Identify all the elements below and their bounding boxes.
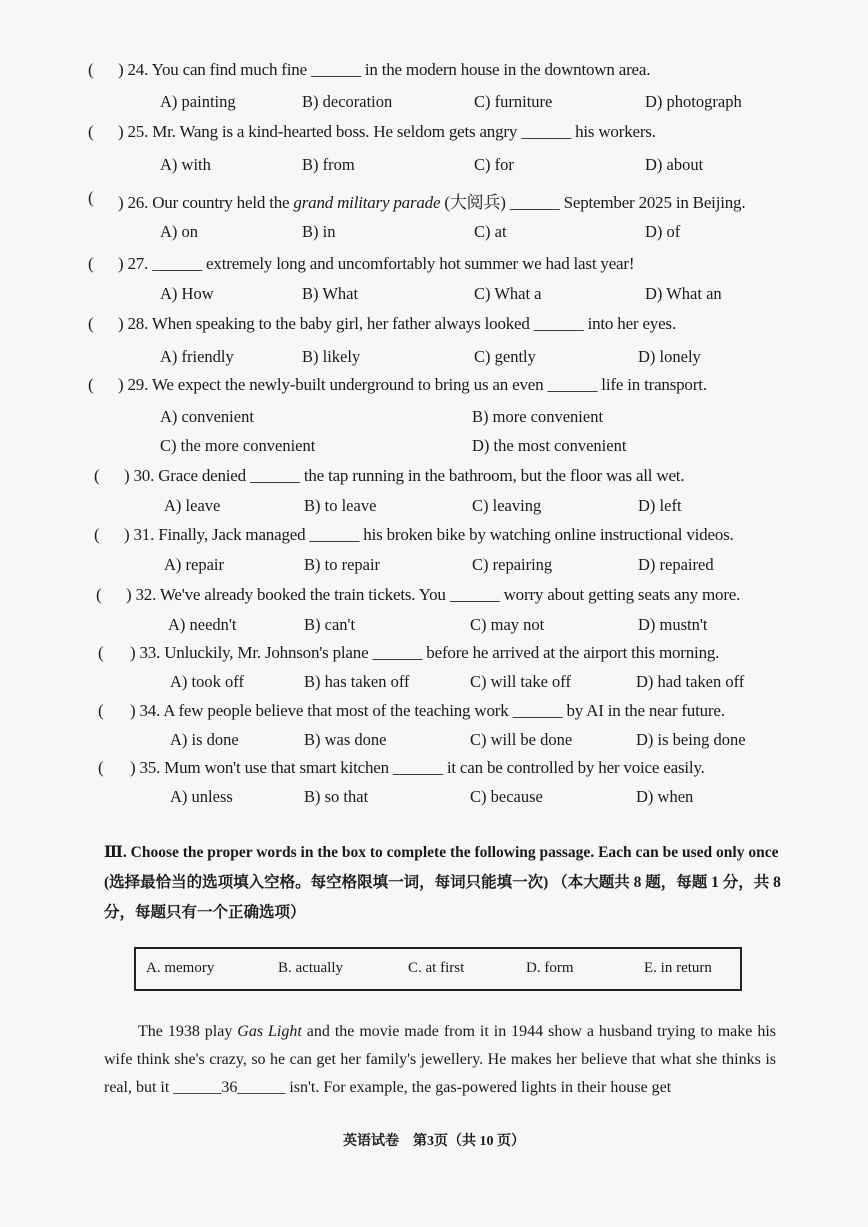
option-d[interactable]: D) about (645, 155, 704, 174)
question-stem: ) 29. We expect the newly-built underground to bring us an even ______ life in transport. (118, 375, 707, 394)
option-a[interactable]: A) unless (170, 787, 233, 806)
option-d[interactable]: D) mustn't (638, 615, 708, 634)
option-c[interactable]: C) may not (470, 615, 545, 634)
option-c[interactable]: C) What a (474, 284, 542, 303)
answer-paren[interactable]: ( (88, 122, 94, 141)
option-a[interactable]: A) repair (164, 555, 225, 574)
option-d[interactable]: D) is being done (636, 730, 746, 749)
option-a[interactable]: A) on (160, 222, 199, 241)
option-a[interactable]: A) How (160, 284, 214, 303)
option-c[interactable]: C) gently (474, 347, 536, 366)
answer-paren[interactable]: ( (88, 254, 94, 273)
option-c[interactable]: C) because (470, 787, 543, 806)
option-d[interactable]: D) the most convenient (472, 436, 627, 455)
answer-paren[interactable]: ( (94, 525, 100, 544)
option-c[interactable]: C) leaving (472, 496, 542, 515)
option-b[interactable]: B) likely (302, 347, 361, 366)
option-d[interactable]: D) had taken off (636, 672, 745, 691)
answer-paren[interactable]: ( (88, 314, 94, 333)
option-a[interactable]: A) friendly (160, 347, 234, 366)
word-option-d: D. form (526, 960, 574, 976)
answer-paren[interactable]: ( (98, 758, 104, 777)
option-b[interactable]: B) more convenient (472, 407, 604, 426)
option-d[interactable]: D) What an (645, 284, 722, 303)
word-box (134, 947, 742, 991)
option-b[interactable]: B) has taken off (304, 672, 410, 691)
stem-text: ) 26. Our country held the (118, 193, 294, 212)
option-b[interactable]: B) What (302, 284, 359, 303)
answer-paren[interactable]: ( (88, 60, 94, 79)
question-stem: ) 35. Mum won't use that smart kitchen ______ it can be controlled by her voice easily. (130, 758, 705, 777)
option-d[interactable]: D) left (638, 496, 682, 515)
option-c[interactable]: C) furniture (474, 92, 553, 111)
option-c[interactable]: C) repairing (472, 555, 553, 574)
word-option-a: A. memory (146, 960, 215, 976)
section-3-heading: Ⅲ. Choose the proper words in the box to complete the following passage. Each can be used only once (选择最恰当的选项填入空格。每空格限填一词，每词只能填一次) （本大题共 8 题，每题 1 分，共 8 分，每题只有一个正确选项） (104, 844, 781, 921)
option-a[interactable]: A) is done (170, 730, 239, 749)
option-a[interactable]: A) with (160, 155, 211, 174)
reading-passage (104, 1018, 776, 1102)
answer-paren[interactable]: ( (94, 466, 100, 485)
passage-italic-title: Gas Light (237, 1023, 302, 1040)
stem-text: (大阅兵) ______ September 2025 in Beijing. (440, 193, 746, 212)
option-d[interactable]: D) of (645, 222, 681, 241)
option-d[interactable]: D) when (636, 787, 694, 806)
question-stem: ) 28. When speaking to the baby girl, her father always looked ______ into her eyes. (118, 314, 676, 333)
option-b[interactable]: B) decoration (302, 92, 393, 111)
answer-paren[interactable]: ( (88, 188, 94, 207)
option-a[interactable]: A) painting (160, 92, 236, 111)
question-stem: ) 25. Mr. Wang is a kind-hearted boss. He seldom gets angry ______ his workers. (118, 122, 656, 141)
option-b[interactable]: B) in (302, 222, 336, 241)
option-c[interactable]: C) will take off (470, 672, 571, 691)
option-c[interactable]: C) the more convenient (160, 436, 316, 455)
word-option-b: B. actually (278, 960, 343, 976)
answer-paren[interactable]: ( (88, 375, 94, 394)
word-option-c: C. at first (408, 960, 465, 976)
question-stem: ) 32. We've already booked the train tickets. You ______ worry about getting seats any more. (126, 585, 741, 604)
option-b[interactable]: B) was done (304, 730, 387, 749)
option-a[interactable]: A) leave (164, 496, 221, 515)
question-stem: ) 31. Finally, Jack managed ______ his broken bike by watching online instructional videos. (124, 525, 734, 544)
question-stem: ) 24. You can find much fine ______ in the modern house in the downtown area. (118, 60, 651, 79)
answer-paren[interactable]: ( (96, 585, 102, 604)
option-d[interactable]: D) photograph (645, 92, 742, 111)
option-c[interactable]: C) for (474, 155, 514, 174)
option-b[interactable]: B) to leave (304, 496, 377, 515)
page-footer: 英语试卷 第3页（共 10 页） (343, 1134, 525, 1149)
option-b[interactable]: B) to repair (304, 555, 381, 574)
option-d[interactable]: D) repaired (638, 555, 714, 574)
passage-text: The 1938 play (138, 1023, 238, 1040)
question-stem: ) 27. ______ extremely long and uncomfortably hot summer we had last year! (118, 254, 635, 273)
option-c[interactable]: C) will be done (470, 730, 573, 749)
question-stem: ) 33. Unluckily, Mr. Johnson's plane ______ before he arrived at the airport this morning. (130, 643, 720, 662)
option-d[interactable]: D) lonely (638, 347, 701, 366)
answer-paren[interactable]: ( (98, 643, 104, 662)
stem-italic-term: grand military parade (293, 193, 441, 212)
answer-paren[interactable]: ( (98, 701, 104, 720)
passage-text: and the movie made from it in 1944 show a husband trying to make his wife think she's crazy, so he can get her family's jewellery. He makes her believe that what she thinks is real, but it ______36______ isn't. For example, the gas-powered lights in their house get (104, 1023, 777, 1096)
option-b[interactable]: B) can't (304, 615, 356, 634)
question-stem: ) 34. A few people believe that most of the teaching work ______ by AI in the near future. (130, 701, 725, 720)
word-option-e: E. in return (644, 960, 712, 976)
option-b[interactable]: B) from (302, 155, 355, 174)
question-stem: ) 30. Grace denied ______ the tap running in the bathroom, but the floor was all wet. (124, 466, 685, 485)
option-c[interactable]: C) at (474, 222, 507, 241)
option-a[interactable]: A) convenient (160, 407, 254, 426)
option-b[interactable]: B) so that (304, 787, 369, 806)
option-a[interactable]: A) took off (170, 672, 244, 691)
question-stem (118, 188, 745, 213)
option-a[interactable]: A) needn't (168, 615, 237, 634)
